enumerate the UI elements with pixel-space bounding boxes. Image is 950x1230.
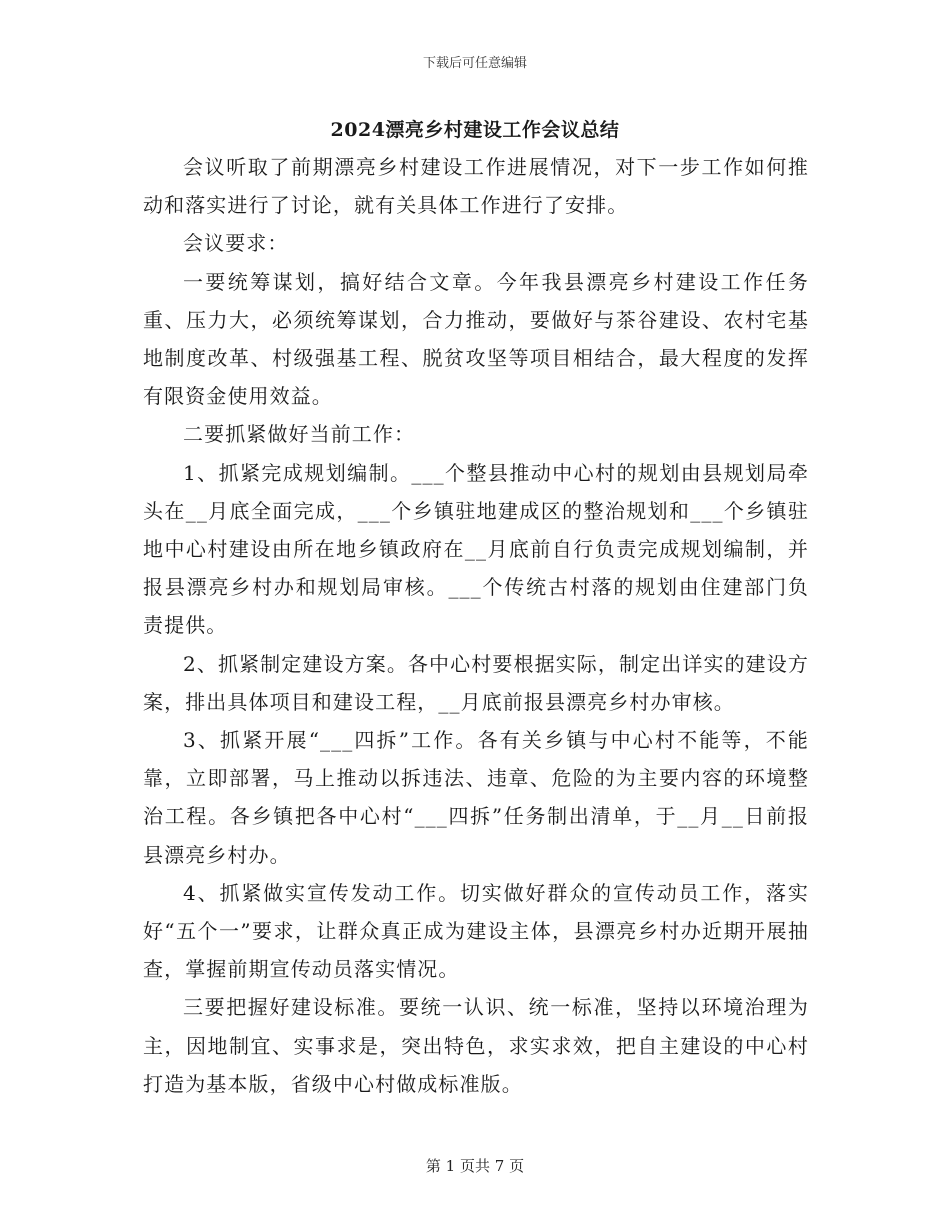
paragraph-point-two-heading: 二要抓紧做好当前工作：	[183, 422, 416, 447]
paragraph-point-one: 一要统筹谋划，搞好结合文章。今年我县漂亮乡村建设工作任务重、压力大，必须统筹谋划，合力推动，要做好与茶谷建设、农村宅基地制度改革、村级强基工程、脱贫攻坚等项目相结合，最大程度的发挥有限资金使用效益。	[143, 269, 809, 409]
document-body	[143, 148, 809, 1103]
document-title: 2024漂亮乡村建设工作会议总结	[330, 119, 620, 141]
paragraph-item-4: 4、抓紧做实宣传发动工作。切实做好群众的宣传动员工作，落实好“五个一”要求，让群众真正成为建设主体，县漂亮乡村办近期开展抽查，掌握前期宣传动员落实情况。	[143, 880, 809, 982]
paragraph-item-1: 1、抓紧完成规划编制。___个整县推动中心村的规划由县规划局牵头在__月底全面完成，___个乡镇驻地建成区的整治规划和___个乡镇驻地中心村建设由所在地乡镇政府在__月底前自行负责完成规划编制，并报县漂亮乡村办和规划局审核。___个传统古村落的规划由住建部门负责提供。	[143, 460, 809, 638]
page-number: 第 1 页共 7 页	[425, 1157, 525, 1175]
paragraph-point-three: 三要把握好建设标准。要统一认识、统一标准，坚持以环境治理为主，因地制宜、实事求是，突出特色，求实求效，把自主建设的中心村打造为基本版，省级中心村做成标准版。	[143, 995, 809, 1096]
page-header: 下载后可任意编辑	[422, 56, 527, 71]
paragraph-item-3: 3、抓紧开展“___四拆”工作。各有关乡镇与中心村不能等，不能靠，立即部署，马上推动以拆违法、违章、危险的为主要内容的环境整治工程。各乡镇把各中心村“___四拆”任务制出清单，于__月__日前报县漂亮乡村办。	[143, 728, 809, 867]
paragraph-requirements-heading: 会议要求：	[183, 231, 289, 256]
paragraph-item-2: 2、抓紧制定建设方案。各中心村要根据实际，制定出详实的建设方案，排出具体项目和建设工程，__月底前报县漂亮乡村办审核。	[143, 651, 809, 714]
paragraph-intro: 会议听取了前期漂亮乡村建设工作进展情况，对下一步工作如何推动和落实进行了讨论，就有关具体工作进行了安排。	[143, 155, 809, 218]
